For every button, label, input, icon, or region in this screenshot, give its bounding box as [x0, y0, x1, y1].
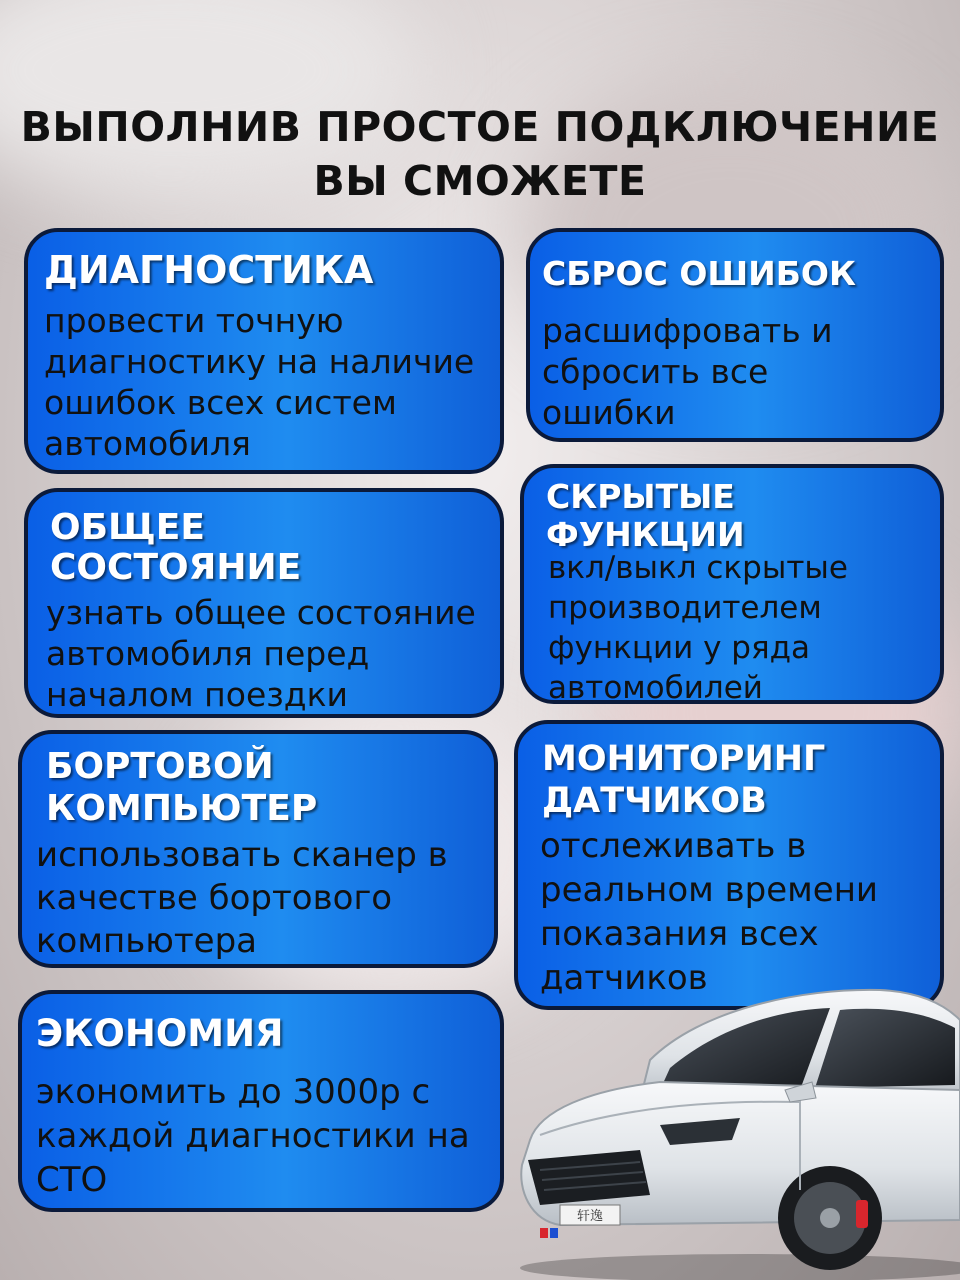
card-error-reset: [526, 228, 944, 442]
card-description: отслеживать в реальном времени показания всех датчиков: [540, 826, 879, 998]
card-savings: [18, 990, 504, 1212]
card-title: ЭКОНОМИЯ: [36, 1012, 284, 1055]
headline-line-2: ВЫ СМОЖЕТЕ: [313, 157, 647, 205]
card-general-condition: [24, 488, 504, 718]
card-title: ДИАГНОСТИКА: [44, 248, 374, 292]
card-title: СБРОС ОШИБОК: [542, 254, 856, 293]
card-hidden-functions: [520, 464, 944, 704]
car-front-wheel: [778, 1166, 882, 1270]
card-title: ОБЩЕЕ СОСТОЯНИЕ: [50, 507, 302, 588]
card-diagnostics: [24, 228, 504, 474]
card-description: экономить до 3000р с каждой диагностики на СТО: [36, 1072, 470, 1200]
card-description: расшифровать и сбросить все ошибки: [542, 311, 833, 432]
card-description: вкл/выкл скрытые производителем функции у ряда автомобилей: [548, 550, 848, 704]
car-accent-stripe: [540, 1228, 548, 1238]
headline: [0, 100, 960, 208]
card-title: СКРЫТЫЕ ФУНКЦИИ: [546, 477, 745, 554]
car-image: [500, 950, 960, 1280]
card-title: МОНИТОРИНГ ДАТЧИКОВ: [542, 739, 826, 821]
car-shadow: [520, 1254, 960, 1280]
car-accent-stripe: [550, 1228, 558, 1238]
card-onboard-computer: [18, 730, 498, 968]
card-description: узнать общее состояние автомобиля перед началом поездки: [46, 593, 476, 714]
car-plate-text: 轩逸: [576, 1209, 604, 1224]
car-body: [521, 1082, 960, 1225]
card-description: использовать сканер в качестве бортового компьютера: [36, 835, 448, 961]
card-description: провести точную диагностику на наличие ошибок всех систем автомобиля: [44, 301, 475, 463]
card-title: БОРТОВОЙ КОМПЬЮТЕР: [46, 746, 318, 829]
headline-line-1: ВЫПОЛНИВ ПРОСТОЕ ПОДКЛЮЧЕНИЕ: [20, 103, 940, 151]
